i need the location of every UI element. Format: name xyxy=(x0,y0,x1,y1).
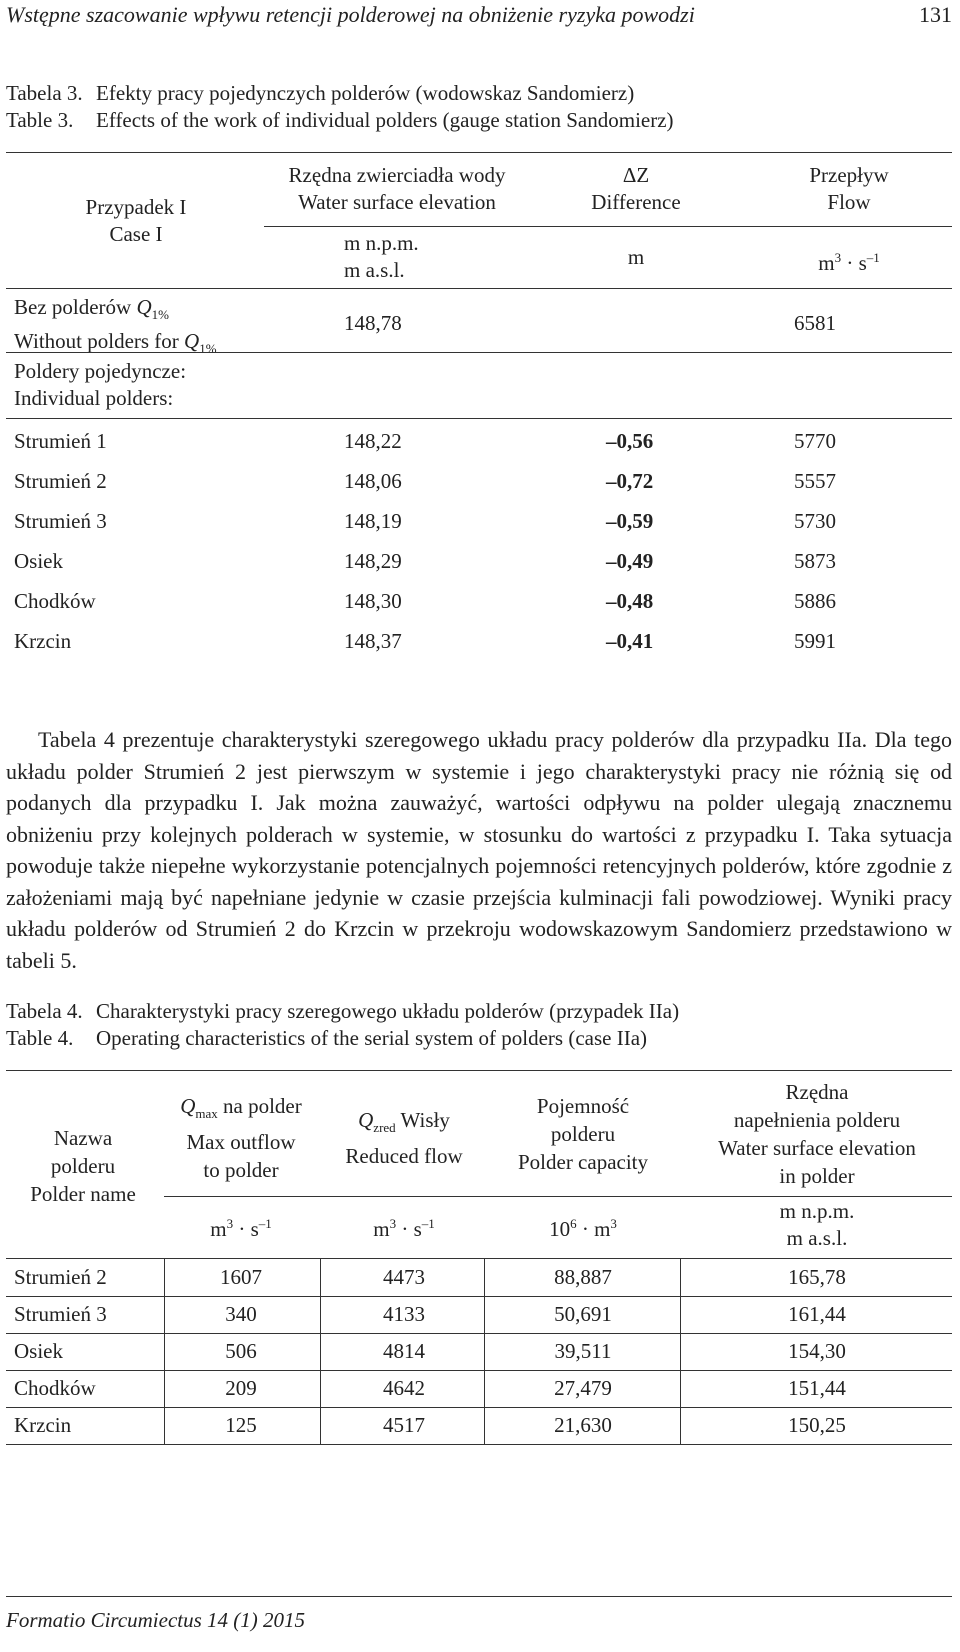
table4-row-qzred: 4814 xyxy=(383,1339,425,1363)
table3-row-elevation: 148,37 xyxy=(344,629,402,653)
table4-row-capacity: 21,630 xyxy=(554,1413,612,1437)
table4-column-divider xyxy=(484,1258,485,1444)
table3-individual-rule xyxy=(6,418,952,419)
table3-top-rule xyxy=(6,152,952,153)
table3-caption-en: Table 3. Effects of the work of individual polders (gauge station Sandomierz) xyxy=(6,108,674,132)
table3-row-flow: 5991 xyxy=(794,629,836,653)
table4-caption-pl: Tabela 4. Charakterystyki pracy szeregowego układu polderów (przypadek IIa) xyxy=(6,999,680,1023)
table4-column-divider xyxy=(680,1258,681,1444)
table3-header-elevation: Rzędna zwierciadła wody Water surface elevation xyxy=(288,163,506,214)
table4-unit-elevation: m n.p.m. m a.s.l. xyxy=(779,1199,855,1250)
table4-header-bottom-rule xyxy=(6,1258,952,1259)
table4-row-name: Strumień 2 xyxy=(14,1265,107,1289)
table3-row-flow: 5557 xyxy=(794,469,836,493)
table4-row-elevation: 161,44 xyxy=(788,1302,846,1326)
table3-row-name: Strumień 1 xyxy=(14,429,107,453)
table4-row-name: Strumień 3 xyxy=(14,1302,107,1326)
table3-header-flow: Przepływ Flow xyxy=(809,163,889,214)
table4-row-qmax: 125 xyxy=(225,1413,257,1437)
table4-row-elevation: 165,78 xyxy=(788,1265,846,1289)
table4-row-elevation: 151,44 xyxy=(788,1376,846,1400)
table4-bottom-rule xyxy=(6,1444,952,1445)
table4-row-divider xyxy=(6,1296,952,1297)
table3-without-rule xyxy=(6,352,952,353)
table3-without-label: Bez polderów $Q_{1\%}$ Without polders for $Q_{1\%}$ xyxy=(14,295,217,357)
table4-row-elevation: 154,30 xyxy=(788,1339,846,1363)
table4-row-qzred: 4133 xyxy=(383,1302,425,1326)
table4-row-qmax: 209 xyxy=(225,1376,257,1400)
table4-row-qmax: 340 xyxy=(225,1302,257,1326)
table4-row-divider xyxy=(6,1407,952,1408)
journal-footer: Formatio Circumiectus 14 (1) 2015 xyxy=(6,1608,306,1632)
table4-row-name: Osiek xyxy=(14,1339,63,1363)
table3-row-name: Strumień 2 xyxy=(14,469,107,493)
table4-header-capacity: Pojemność polderu Polder capacity xyxy=(517,1094,649,1174)
table3-row-flow: 5873 xyxy=(794,549,836,573)
table4-unit-qzred: $m^3 \cdot s^{-1}$ xyxy=(373,1216,435,1241)
table3-without-flow: 6581 xyxy=(794,311,836,335)
table4-row-capacity: 39,511 xyxy=(554,1339,612,1363)
table4-row-qzred: 4473 xyxy=(383,1265,425,1289)
table3-row-name: Chodków xyxy=(14,589,96,613)
table3-header-difference: ΔZ Difference xyxy=(591,163,681,214)
table3-row-difference: –0,49 xyxy=(606,549,654,573)
table4-row-qmax: 1607 xyxy=(220,1265,262,1289)
table4-row-divider xyxy=(6,1333,952,1334)
table3-row-flow: 5886 xyxy=(794,589,836,613)
table3-row-difference: –0,41 xyxy=(606,629,654,653)
table3-row-name: Krzcin xyxy=(14,629,72,653)
table4-header-mid-rule xyxy=(164,1196,952,1197)
table3-unit-flow: $m^3 \cdot s^{-1}$ xyxy=(818,250,880,275)
running-title: Wstępne szacowanie wpływu retencji polderowej na obniżenie ryzyka powodzi xyxy=(6,2,695,27)
table4-row-name: Chodków xyxy=(14,1376,96,1400)
footer-rule xyxy=(6,1596,952,1597)
table4-row-qmax: 506 xyxy=(225,1339,257,1363)
table3-header-bottom-rule xyxy=(6,288,952,289)
body-paragraph: Tabela 4 prezentuje charakterystyki szeregowego układu pracy polderów dla przypadku IIa. Dla tego układu polder Strumień 2 jest pierwszym w systemie i jego charakterystyki pracy nie różnią się od podanych dla przypadku I. Jak można zauważyć, wartości odpływu na polder ulegają znacznemu obniżeniu przy kolejnych polderach w systemie, w stosunku do wartości z przypadku I. Taka sytuacja powoduje także niepełne wykorzystanie potencjalnych pojemności retencyjnych polderów, które zgodnie z założeniami mają być napełniane jedynie w czasie przejścia kulminacji fali powodziowej. Wyniki pracy układu polderów od Strumień 2 do Krzcin w przekroju wodowskazowym Sandomierz przedstawiono w tabeli 5. xyxy=(6,727,952,973)
table3-header-case: Przypadek I Case I xyxy=(85,195,187,246)
table4-header-elevation: Rzędna napełnienia polderu Water surface elevation in polder xyxy=(718,1080,916,1188)
table3-row-name: Strumień 3 xyxy=(14,509,107,533)
page-number: 131 xyxy=(919,2,952,27)
table3-caption-pl: Tabela 3. Efekty pracy pojedynczych polderów (wodowskaz Sandomierz) xyxy=(6,81,635,105)
table3-row-difference: –0,72 xyxy=(606,469,654,493)
table3-unit-difference: m xyxy=(627,245,645,269)
table3-row-difference: –0,59 xyxy=(606,509,654,533)
table4-unit-qmax: $m^3 \cdot s^{-1}$ xyxy=(210,1216,272,1241)
table3-row-flow: 5730 xyxy=(794,509,836,533)
table4-row-capacity: 27,479 xyxy=(554,1376,612,1400)
table3-row-flow: 5770 xyxy=(794,429,836,453)
table4-top-rule xyxy=(6,1070,952,1071)
table4-caption-en: Table 4. Operating characteristics of the serial system of polders (case IIa) xyxy=(6,1026,648,1050)
table3-without-elevation: 148,78 xyxy=(344,311,402,335)
table4-row-qzred: 4517 xyxy=(383,1413,425,1437)
table3-row-elevation: 148,29 xyxy=(344,549,402,573)
table4-header-qmax: $Q_{max}$ na polder Max outflow to polder xyxy=(180,1094,302,1183)
table4-row-capacity: 88,887 xyxy=(554,1265,612,1289)
table4-row-divider xyxy=(6,1370,952,1371)
table3-row-elevation: 148,30 xyxy=(344,589,402,613)
table3-row-difference: –0,48 xyxy=(606,589,654,613)
table3-row-difference: –0,56 xyxy=(606,429,654,453)
table3-row-elevation: 148,22 xyxy=(344,429,402,453)
table4-column-divider xyxy=(320,1258,321,1444)
table4-row-name: Krzcin xyxy=(14,1413,72,1437)
table4-column-divider xyxy=(164,1258,165,1444)
table4-header-name: Nazwa polderu Polder name xyxy=(30,1126,136,1206)
table3-row-elevation: 148,06 xyxy=(344,469,402,493)
running-header xyxy=(6,0,952,30)
table4-header-qzred: $Q_{zred}$ Wisły Reduced flow xyxy=(345,1108,463,1169)
table3-row-elevation: 148,19 xyxy=(344,509,402,533)
table4-row-qzred: 4642 xyxy=(383,1376,425,1400)
table4-row-elevation: 150,25 xyxy=(788,1413,846,1437)
table3-unit-elevation: m n.p.m. m a.s.l. xyxy=(344,231,419,282)
table4-unit-capacity: $10^6 \cdot m^3$ xyxy=(549,1216,617,1241)
table3-header-mid-rule xyxy=(264,226,952,227)
table4-row-capacity: 50,691 xyxy=(554,1302,612,1326)
table3-row-name: Osiek xyxy=(14,549,63,573)
table3-individual-label: Poldery pojedyncze: Individual polders: xyxy=(14,359,187,410)
